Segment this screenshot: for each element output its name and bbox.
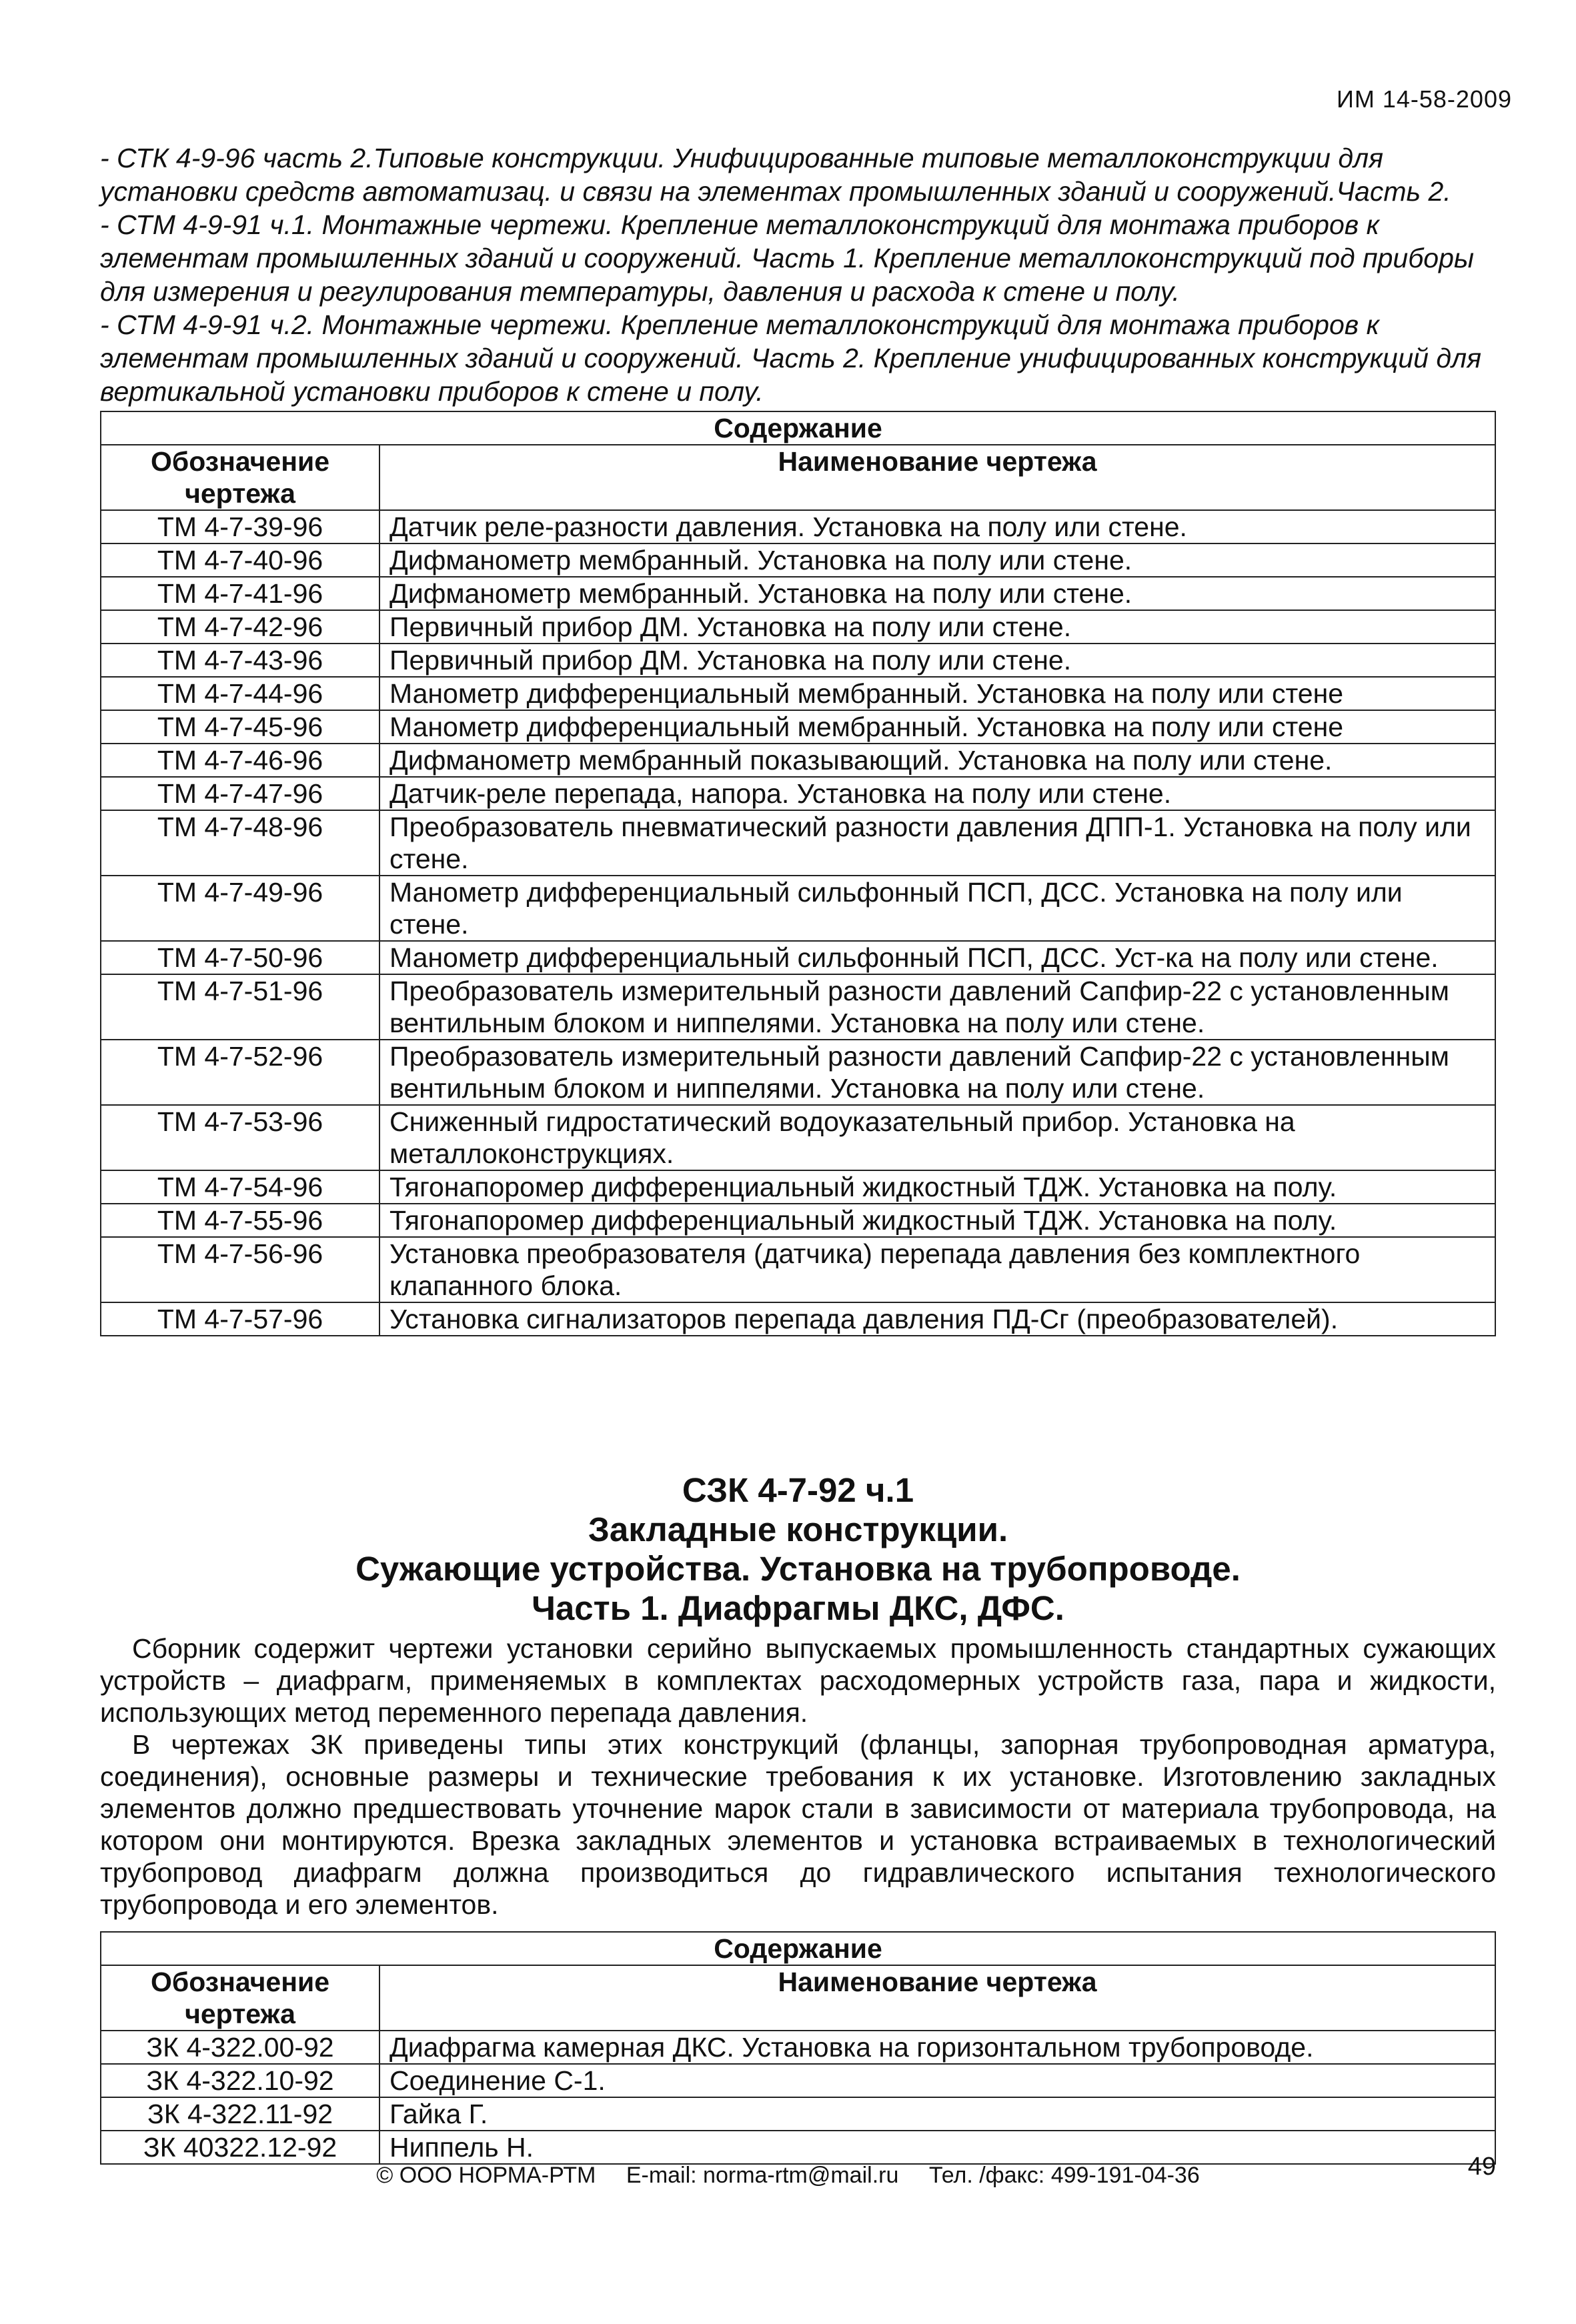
drawing-name: Установка сигнализаторов перепада давления ПД-Сг (преобразователей). [379, 1302, 1495, 1336]
table-row [101, 2031, 1495, 2064]
drawing-name: Дифманометр мембранный. Установка на полу или стене. [379, 543, 1495, 577]
table-row [101, 710, 1495, 744]
table-row [101, 941, 1495, 974]
footer-phone: Тел. /факс: 499-191-04-36 [928, 2163, 1200, 2188]
drawing-code: ТМ 4-7-50-96 [101, 941, 379, 974]
drawing-name: Установка преобразователя (датчика) перепада давления без комплектного клапанного блока. [379, 1237, 1495, 1302]
footer-email: E-mail: norma-rtm@mail.ru [626, 2163, 899, 2188]
paragraph: Сборник содержит чертежи установки серийно выпускаемых промышленность стандартных сужающих устройств – диафрагм, применяемых в комплектах расходомерных устройств газа, пара и жидкости, использующих метод переменного перепада давления. [100, 1633, 1496, 1728]
column-header-name: Наименование чертежа [379, 445, 1495, 510]
drawing-code: ТМ 4-7-49-96 [101, 876, 379, 941]
table-row [101, 577, 1495, 610]
drawing-code: ТМ 4-7-53-96 [101, 1105, 379, 1170]
drawing-name: Датчик-реле перепада, напора. Установка на полу или стене. [379, 777, 1495, 810]
section-code: СЗК 4-7-92 ч.1 [682, 1471, 914, 1509]
table-row [101, 2097, 1495, 2131]
table-row [101, 644, 1495, 677]
table-row [101, 810, 1495, 876]
drawing-name: Диафрагма камерная ДКС. Установка на горизонтальном трубопроводе. [379, 2031, 1495, 2064]
drawing-name: Тягонапоромер дифференциальный жидкостный ТДЖ. Установка на полу. [379, 1204, 1495, 1237]
drawing-name: Ниппель Н. [379, 2131, 1495, 2164]
drawing-name: Гайка Г. [379, 2097, 1495, 2131]
column-header-code: Обозначение чертежа [101, 445, 379, 510]
drawing-code: ТМ 4-7-52-96 [101, 1040, 379, 1105]
section-title [100, 1470, 1496, 1628]
column-header-code: Обозначение чертежа [101, 1965, 379, 2031]
column-header-name: Наименование чертежа [379, 1965, 1495, 2031]
drawing-name: Тягонапоромер дифференциальный жидкостный ТДЖ. Установка на полу. [379, 1170, 1495, 1204]
drawing-code: ТМ 4-7-47-96 [101, 777, 379, 810]
drawing-code: ТМ 4-7-54-96 [101, 1170, 379, 1204]
table-row [101, 1105, 1495, 1170]
drawing-name: Сниженный гидростатический водоуказательный прибор. Установка на металлоконструкциях. [379, 1105, 1495, 1170]
reference-item: - СТК 4-9-96 часть 2.Типовые конструкции. Унифицированные типовые металлоконструкции для установки средств автоматизац. и связи на элементах промышленных зданий и сооружений.Часть 2. [100, 143, 1451, 207]
drawing-name: Преобразователь пневматический разности давления ДПП-1. Установка на полу или стене. [379, 810, 1495, 876]
drawing-name: Первичный прибор ДМ. Установка на полу или стене. [379, 644, 1495, 677]
drawing-name: Датчик реле-разности давления. Установка на полу или стене. [379, 510, 1495, 543]
drawing-code: ТМ 4-7-57-96 [101, 1302, 379, 1336]
drawing-code: ТМ 4-7-56-96 [101, 1237, 379, 1302]
drawing-code: ЗК 40322.12-92 [101, 2131, 379, 2164]
table-body [101, 2031, 1495, 2164]
drawing-code: ТМ 4-7-45-96 [101, 710, 379, 744]
table-row [101, 610, 1495, 644]
drawing-code: ЗК 4-322.11-92 [101, 2097, 379, 2131]
drawing-code: ТМ 4-7-42-96 [101, 610, 379, 644]
table-row [101, 1204, 1495, 1237]
drawing-name: Манометр дифференциальный сильфонный ПСП, ДСС. Уст-ка на полу или стене. [379, 941, 1495, 974]
references-block [100, 141, 1501, 408]
drawing-code: ТМ 4-7-51-96 [101, 974, 379, 1040]
table-row [101, 543, 1495, 577]
table-row [101, 974, 1495, 1040]
contents-table-2 [100, 1931, 1496, 2165]
section-body [100, 1632, 1496, 1921]
table-row [101, 1170, 1495, 1204]
table-caption: Содержание [101, 1932, 1495, 1965]
paragraph: В чертежах ЗК приведены типы этих конструкций (фланцы, запорная трубопроводная арматура, соединения), основные размеры и технические требования к их установке. Изготовлению закладных элементов должно предшествовать уточнение марок стали в зависимости от материала трубопровода, на котором они монтируются. Врезка закладных элементов и установка встраиваемых в технологический трубопровод диафрагм должна производиться до гидравлического испытания технологического трубопровода и его элементов. [100, 1729, 1496, 1920]
drawing-name: Дифманометр мембранный. Установка на полу или стене. [379, 577, 1495, 610]
table-row [101, 510, 1495, 543]
page-footer [0, 2163, 1576, 2189]
drawing-code: ТМ 4-7-41-96 [101, 577, 379, 610]
footer-company: © ООО НОРМА-РТМ [376, 2163, 596, 2188]
reference-item: - СТМ 4-9-91 ч.1. Монтажные чертежи. Крепление металлоконструкций для монтажа приборов к элементам промышленных зданий и сооружений. Часть 1. Крепление металлоконструкций под приборы для измерения и регулирования температуры, давления и расхода к стене и полу. [100, 209, 1475, 307]
drawing-code: ТМ 4-7-44-96 [101, 677, 379, 710]
drawing-code: ТМ 4-7-46-96 [101, 744, 379, 777]
table-row [101, 1040, 1495, 1105]
table-row [101, 777, 1495, 810]
drawing-code: ЗК 4-322.10-92 [101, 2064, 379, 2097]
drawing-name: Манометр дифференциальный мембранный. Установка на полу или стене [379, 710, 1495, 744]
reference-item: - СТМ 4-9-91 ч.2. Монтажные чертежи. Крепление металлоконструкций для монтажа приборов к элементам промышленных зданий и сооружений. Часть 2. Крепление унифицированных конструкций для вертикальной установки приборов к стене и полу. [100, 309, 1482, 407]
drawing-name: Преобразователь измерительный разности давлений Сапфир-22 с установленным вентильным блоком и ниппелями. Установка на полу или стене. [379, 974, 1495, 1040]
drawing-name: Дифманометр мембранный показывающий. Установка на полу или стене. [379, 744, 1495, 777]
table-row [101, 876, 1495, 941]
table-row [101, 677, 1495, 710]
drawing-code: ТМ 4-7-40-96 [101, 543, 379, 577]
page-number: 49 [1467, 2153, 1496, 2181]
table-row [101, 744, 1495, 777]
drawing-name: Манометр дифференциальный сильфонный ПСП, ДСС. Установка на полу или стене. [379, 876, 1495, 941]
drawing-name: Преобразователь измерительный разности давлений Сапфир-22 с установленным вентильным блоком и ниппелями. Установка на полу или стене. [379, 1040, 1495, 1105]
section-title-line: Закладные конструкции. [588, 1510, 1008, 1548]
table-row [101, 1302, 1495, 1336]
drawing-name: Соединение С-1. [379, 2064, 1495, 2097]
drawing-code: ТМ 4-7-39-96 [101, 510, 379, 543]
section-title-line: Сужающие устройства. Установка на трубопроводе. [355, 1550, 1241, 1588]
drawing-name: Первичный прибор ДМ. Установка на полу или стене. [379, 610, 1495, 644]
table-row [101, 2064, 1495, 2097]
drawing-code: ТМ 4-7-55-96 [101, 1204, 379, 1237]
drawing-name: Манометр дифференциальный мембранный. Установка на полу или стене [379, 677, 1495, 710]
drawing-code: ТМ 4-7-48-96 [101, 810, 379, 876]
contents-table-1 [100, 411, 1496, 1336]
drawing-code: ТМ 4-7-43-96 [101, 644, 379, 677]
drawing-code: ЗК 4-322.00-92 [101, 2031, 379, 2064]
document-id: ИМ 14-58-2009 [1336, 85, 1512, 113]
table-caption: Содержание [101, 411, 1495, 445]
section-title-line: Часть 1. Диафрагмы ДКС, ДФС. [532, 1589, 1064, 1627]
table-row [101, 1237, 1495, 1302]
table-body [101, 510, 1495, 1336]
table-row [101, 2131, 1495, 2164]
